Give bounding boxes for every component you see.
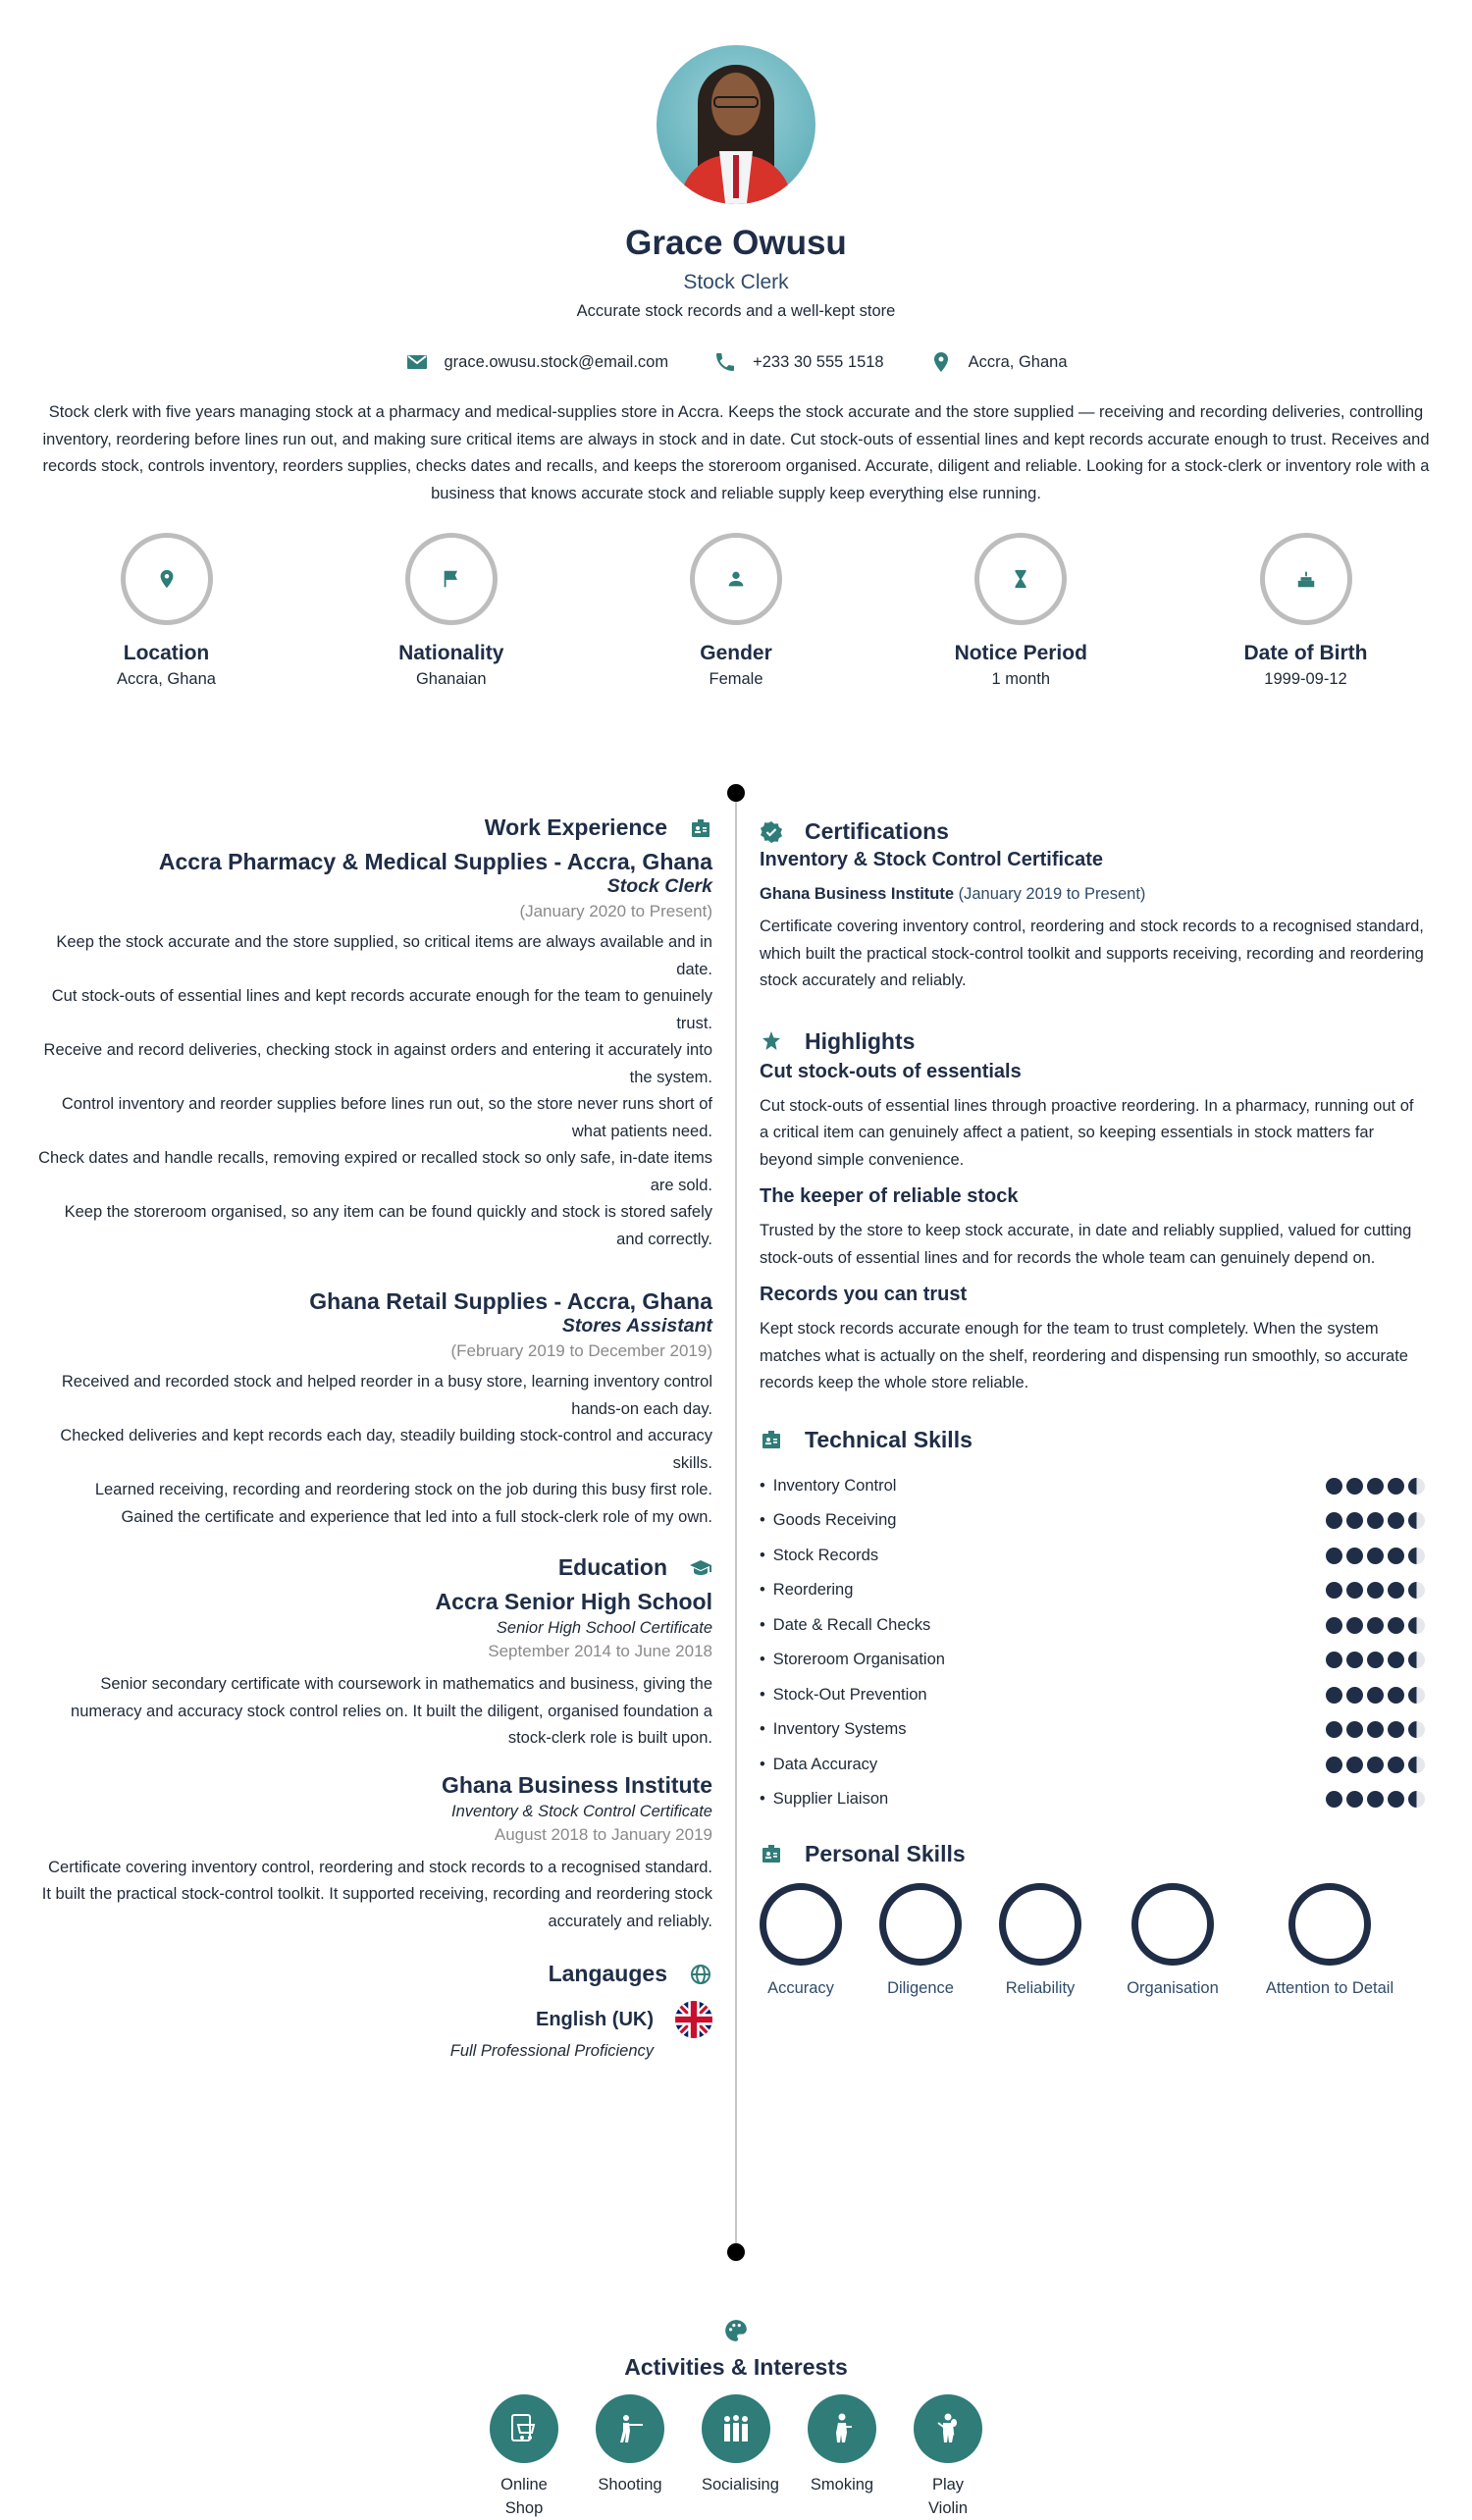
education-entry: [35, 1589, 712, 1753]
skill-rating: [1326, 1617, 1425, 1634]
activities-title: Activities & Interests: [624, 2354, 848, 2380]
skill-rating: [1326, 1582, 1425, 1599]
rating-dot: [1408, 1582, 1425, 1599]
personal-skill-label: Reliability: [1005, 1978, 1076, 1997]
personal-skill-label: Attention to Detail: [1265, 1978, 1394, 1997]
duty-line: Control inventory and reorder supplies before lines run out, so the store never runs short of what patients need.: [61, 1095, 712, 1140]
info-date-of-birth: [1203, 533, 1409, 689]
star-burst-icon: [760, 1029, 783, 1053]
section-title: Education: [557, 1554, 667, 1580]
phone-text: +233 30 555 1518: [753, 352, 884, 371]
language-entry: [35, 2001, 712, 2038]
skill-rating: [1326, 1791, 1425, 1808]
skill-row: [760, 1573, 1425, 1608]
palette-icon: [723, 2318, 749, 2343]
certificate-description: Certificate covering inventory control, reordering and stock records to a recognised standard, which built the practical stock-control toolkit and supports receiving, recording and reordering stock accurately and reliably.: [760, 918, 1424, 989]
skill-row: [760, 1539, 1425, 1574]
certificate-title: Inventory & Stock Control Certificate: [760, 849, 1104, 870]
activities-section: [0, 2318, 1472, 2520]
rating-dot: [1367, 1757, 1384, 1773]
job-dates: (January 2020 to Present): [519, 902, 712, 920]
skill-name: • Supplier Liaison: [760, 1790, 888, 1809]
job-duties: [35, 929, 712, 1253]
shooting-icon: [610, 2409, 650, 2448]
info-gender: [633, 533, 839, 689]
certificate-dates: (January 2019 to Present): [958, 885, 1146, 903]
rating-dot: [1346, 1652, 1363, 1668]
skill-ring: [1131, 1883, 1214, 1966]
rating-dot: [1388, 1721, 1404, 1738]
rating-dot: [1367, 1548, 1384, 1564]
email-icon: [405, 350, 429, 374]
job-company: Accra Pharmacy & Medical Supplies - Accra, Ghana: [158, 849, 712, 874]
work-experience-heading: [35, 814, 712, 841]
activities-list: [0, 2394, 1472, 2520]
skill-rating: [1326, 1687, 1425, 1704]
activity-item: [914, 2394, 982, 2520]
education-heading: [35, 1554, 712, 1581]
info-value: Ghanaian: [415, 670, 487, 688]
section-title: Highlights: [805, 1027, 916, 1054]
globe-icon: [689, 1963, 712, 1986]
rating-dot: [1408, 1757, 1425, 1773]
personal-skill-label: Accuracy: [767, 1978, 834, 1997]
info-value: 1999-09-12: [1264, 670, 1347, 688]
rating-dot: [1326, 1617, 1342, 1634]
rating-dot: [1346, 1582, 1363, 1599]
info-label: Nationality: [398, 642, 504, 664]
duty-line: Check dates and handle recalls, removing expired or recalled stock so only safe, in-date items are sold.: [38, 1149, 712, 1194]
violin-icon: [928, 2409, 968, 2448]
skill-name: • Stock-Out Prevention: [760, 1686, 927, 1705]
location-text: Accra, Ghana: [968, 352, 1068, 371]
skill-name: • Storeroom Organisation: [760, 1651, 945, 1669]
skill-rating: [1326, 1548, 1425, 1564]
skill-rating: [1326, 1757, 1425, 1773]
skill-rating: [1326, 1478, 1425, 1495]
rating-dot: [1346, 1478, 1363, 1495]
people-icon: [716, 2409, 756, 2448]
skill-name: • Goods Receiving: [760, 1511, 896, 1530]
highlight-title: The keeper of reliable stock: [760, 1185, 1019, 1207]
rating-dot: [1346, 1548, 1363, 1564]
rating-dot: [1388, 1548, 1404, 1564]
job-title: Stock Clerk: [683, 271, 789, 293]
personal-skill-label: Diligence: [887, 1978, 954, 1997]
skill-row: [760, 1712, 1425, 1748]
profile-photo: [657, 45, 815, 204]
duty-line: Keep the stock accurate and the store supplied, so critical items are always available and in date.: [56, 933, 712, 978]
info-notice-period: [918, 533, 1124, 689]
highlight-title: Records you can trust: [760, 1284, 968, 1305]
education-description: Certificate covering inventory control, reordering and stock records to a recognised standard. It built the practical stock-control toolkit. It supported receiving, recording and reordering stock accurately and reliably.: [41, 1858, 712, 1930]
highlight-entry: [760, 1185, 1425, 1272]
info-nationality: [348, 533, 554, 689]
person-icon: [725, 568, 747, 590]
profile-summary: Stock clerk with five years managing stock at a pharmacy and medical-supplies store in Accra. Keeps the stock accurate and the store supplied — receiving and recording deliveries, controlling inventory, reordering before lines run out, and making sure critical items are always in stock and in date. Cut stock-outs of essential lines and kept records accurate enough to trust. Receives and records stock, controls inventory, reorders supplies, checks dates and recalls, and keeps the storeroom organised. Accurate, diligent and reliable. Looking for a stock-clerk or inventory role with a business that knows accurate stock and reliable supply keep everything else running.: [42, 403, 1430, 502]
graduation-cap-icon: [689, 1556, 712, 1580]
skill-row: [760, 1469, 1425, 1504]
rating-dot: [1346, 1721, 1363, 1738]
rating-dot: [1408, 1512, 1425, 1529]
right-column: [760, 818, 1425, 1998]
id-badge-icon: [689, 816, 712, 840]
activity-label: Socialising: [702, 2476, 779, 2494]
skill-rating: [1326, 1721, 1425, 1738]
contact-phone[interactable]: [713, 350, 884, 374]
rating-dot: [1408, 1687, 1425, 1704]
rating-dot: [1367, 1652, 1384, 1668]
highlight-text: Kept stock records accurate enough for the team to trust completely. When the system matches what is actually on the shelf, reordering and dispensing run smoothly, so accurate records keep the whole store reliable.: [760, 1320, 1408, 1391]
skill-name: • Stock Records: [760, 1547, 878, 1565]
education-dates: September 2014 to June 2018: [488, 1642, 712, 1660]
hourglass-icon: [1010, 568, 1031, 590]
education-entry: [35, 1772, 712, 1936]
timeline-line: [735, 793, 737, 2252]
rating-dot: [1326, 1757, 1342, 1773]
rating-dot: [1388, 1512, 1404, 1529]
skill-name: • Data Accuracy: [760, 1756, 877, 1774]
rating-dot: [1388, 1791, 1404, 1808]
rating-dot: [1346, 1791, 1363, 1808]
job-entry: [35, 1288, 712, 1531]
left-column: [35, 814, 712, 2061]
personal-info-row: [32, 533, 1441, 689]
skill-name: • Reordering: [760, 1581, 853, 1600]
phone-icon: [713, 350, 737, 374]
education-dates: August 2018 to January 2019: [494, 1824, 712, 1844]
duty-line: Cut stock-outs of essential lines and kept records accurate enough for the team to genuinely trust.: [51, 987, 712, 1032]
section-title: Technical Skills: [805, 1426, 973, 1452]
rating-dot: [1388, 1478, 1404, 1495]
qualification: Senior High School Certificate: [496, 1619, 712, 1637]
personal-skill: [879, 1883, 962, 1998]
info-value: 1 month: [991, 670, 1051, 688]
school-name: Ghana Business Institute: [441, 1771, 712, 1798]
rating-dot: [1367, 1721, 1384, 1738]
skill-ring: [760, 1883, 842, 1966]
activity-item: [490, 2394, 558, 2520]
highlight-text: Trusted by the store to keep stock accurate, in date and reliably supplied, valued for cutting stock-outs of essential lines and for records the whole team can genuinely depend on.: [760, 1222, 1412, 1267]
rating-dot: [1326, 1512, 1342, 1529]
info-label: Location: [123, 642, 210, 664]
activity-label: Online Shop: [500, 2476, 548, 2517]
skill-name: • Inventory Systems: [760, 1720, 907, 1739]
skill-row: [760, 1782, 1425, 1817]
rating-dot: [1388, 1582, 1404, 1599]
pin-icon: [156, 568, 178, 590]
skill-rating: [1326, 1652, 1425, 1668]
highlights-heading: [760, 1028, 1425, 1055]
email-text: grace.owusu.stock@email.com: [444, 352, 669, 371]
rating-dot: [1326, 1721, 1342, 1738]
rating-dot: [1408, 1791, 1425, 1808]
section-title: Work Experience: [484, 814, 667, 840]
rating-dot: [1408, 1478, 1425, 1495]
skill-name: • Inventory Control: [760, 1477, 896, 1496]
cake-icon: [1295, 568, 1317, 590]
rating-dot: [1367, 1687, 1384, 1704]
technical-skills-list: [760, 1469, 1425, 1817]
id-badge-icon: [760, 1428, 783, 1451]
qualification: Inventory & Stock Control Certificate: [451, 1802, 712, 1820]
resume-header: [0, 0, 1472, 507]
activity-label: Play Violin: [927, 2476, 969, 2517]
rating-dot: [1346, 1512, 1363, 1529]
uk-flag-icon: [675, 2001, 712, 2038]
duty-line: Learned receiving, recording and reordering stock on the job during this busy first role.: [94, 1481, 712, 1498]
job-company: Ghana Retail Supplies - Accra, Ghana: [309, 1288, 712, 1314]
rating-dot: [1367, 1617, 1384, 1634]
rating-dot: [1346, 1687, 1363, 1704]
shopping-cart-icon: [504, 2409, 544, 2448]
highlight-entry: [760, 1061, 1425, 1175]
languages-heading: [35, 1961, 712, 1987]
certifications-heading: [760, 818, 1425, 845]
candidate-name: Grace Owusu: [625, 224, 847, 262]
personal-skill: [1119, 1883, 1227, 1998]
smoking-icon: [822, 2409, 862, 2448]
activity-item: [596, 2394, 664, 2520]
activity-label: Shooting: [598, 2476, 662, 2494]
info-value: Accra, Ghana: [117, 670, 216, 688]
personal-skill: [760, 1883, 842, 1998]
contact-email[interactable]: [405, 350, 669, 374]
skill-ring: [1288, 1883, 1371, 1966]
job-role: Stock Clerk: [606, 875, 712, 897]
rating-dot: [1326, 1652, 1342, 1668]
rating-dot: [1408, 1617, 1425, 1634]
section-title: Personal Skills: [805, 1840, 966, 1866]
job-dates: (February 2019 to December 2019): [450, 1341, 712, 1360]
info-location: [64, 533, 270, 689]
language-level: Full Professional Proficiency: [449, 2042, 654, 2060]
duty-line: Checked deliveries and kept records each day, steadily building stock-control and accuracy skills.: [60, 1427, 712, 1472]
activity-item: [702, 2394, 779, 2520]
school-name: Accra Senior High School: [435, 1589, 712, 1614]
rating-dot: [1346, 1617, 1363, 1634]
rating-dot: [1326, 1687, 1342, 1704]
rating-dot: [1326, 1548, 1342, 1564]
job-role: Stores Assistant: [561, 1315, 712, 1337]
skill-row: [760, 1643, 1425, 1678]
job-entry: [35, 849, 712, 1253]
info-label: Date of Birth: [1243, 642, 1368, 664]
contact-row: [0, 350, 1472, 374]
skill-ring: [999, 1883, 1081, 1966]
verified-badge-icon: [760, 820, 783, 844]
job-duties: [35, 1369, 712, 1531]
timeline-start-dot: [727, 784, 745, 802]
location-pin-icon: [929, 350, 953, 374]
skill-row: [760, 1503, 1425, 1539]
skill-row: [760, 1678, 1425, 1713]
technical-skills-heading: [760, 1427, 1425, 1453]
personal-skills-list: [760, 1883, 1425, 1998]
section-title: Langauges: [548, 1961, 667, 1986]
skill-row: [760, 1748, 1425, 1783]
highlight-title: Cut stock-outs of essentials: [760, 1060, 1022, 1082]
activity-item: [808, 2394, 876, 2520]
duty-line: Gained the certificate and experience that led into a full stock-clerk role of my own.: [121, 1507, 712, 1526]
education-description: Senior secondary certificate with coursework in mathematics and business, giving the numeracy and accuracy stock control relies on. It built the diligent, organised foundation a stock-clerk role is built upon.: [71, 1675, 712, 1747]
rating-dot: [1367, 1791, 1384, 1808]
skill-rating: [1326, 1512, 1425, 1529]
rating-dot: [1388, 1652, 1404, 1668]
rating-dot: [1346, 1757, 1363, 1773]
duty-line: Received and recorded stock and helped reorder in a busy store, learning inventory control hands-on each day.: [61, 1373, 712, 1418]
id-badge-icon: [760, 1842, 783, 1865]
timeline-end-dot: [727, 2243, 745, 2261]
info-label: Notice Period: [954, 642, 1087, 664]
personal-skills-heading: [760, 1841, 1425, 1867]
institute-name: Ghana Business Institute: [760, 885, 955, 903]
rating-dot: [1367, 1512, 1384, 1529]
rating-dot: [1326, 1791, 1342, 1808]
section-title: Certifications: [805, 818, 949, 844]
rating-dot: [1388, 1687, 1404, 1704]
certificate-institute: [760, 885, 1425, 904]
skill-row: [760, 1608, 1425, 1644]
duty-line: Keep the storeroom organised, so any item can be found quickly and stock is stored safely and correctly.: [64, 1203, 712, 1248]
skill-name: • Date & Recall Checks: [760, 1616, 930, 1635]
personal-skill: [999, 1883, 1081, 1998]
rating-dot: [1388, 1757, 1404, 1773]
rating-dot: [1408, 1721, 1425, 1738]
rating-dot: [1408, 1548, 1425, 1564]
rating-dot: [1388, 1617, 1404, 1634]
highlight-text: Cut stock-outs of essential lines through proactive reordering. In a pharmacy, running out of a critical item can genuinely affect a patient, so keeping essentials in stock matters far beyond simple convenience.: [760, 1096, 1414, 1169]
activity-label: Smoking: [810, 2476, 874, 2494]
duty-line: Receive and record deliveries, checking stock in against orders and entering it accurately into the system.: [43, 1041, 712, 1086]
flag-icon: [441, 568, 462, 590]
contact-location: [929, 350, 1068, 374]
personal-skill-label: Organisation: [1127, 1978, 1219, 1997]
language-name: English (UK): [536, 2008, 654, 2030]
skill-ring: [879, 1883, 962, 1966]
tagline: Accurate stock records and a well-kept store: [576, 302, 896, 320]
info-value: Female: [709, 670, 763, 688]
info-label: Gender: [700, 642, 772, 664]
highlight-entry: [760, 1284, 1425, 1397]
rating-dot: [1367, 1478, 1384, 1495]
rating-dot: [1326, 1582, 1342, 1599]
rating-dot: [1367, 1582, 1384, 1599]
rating-dot: [1326, 1478, 1342, 1495]
rating-dot: [1408, 1652, 1425, 1668]
personal-skill: [1254, 1883, 1405, 1998]
